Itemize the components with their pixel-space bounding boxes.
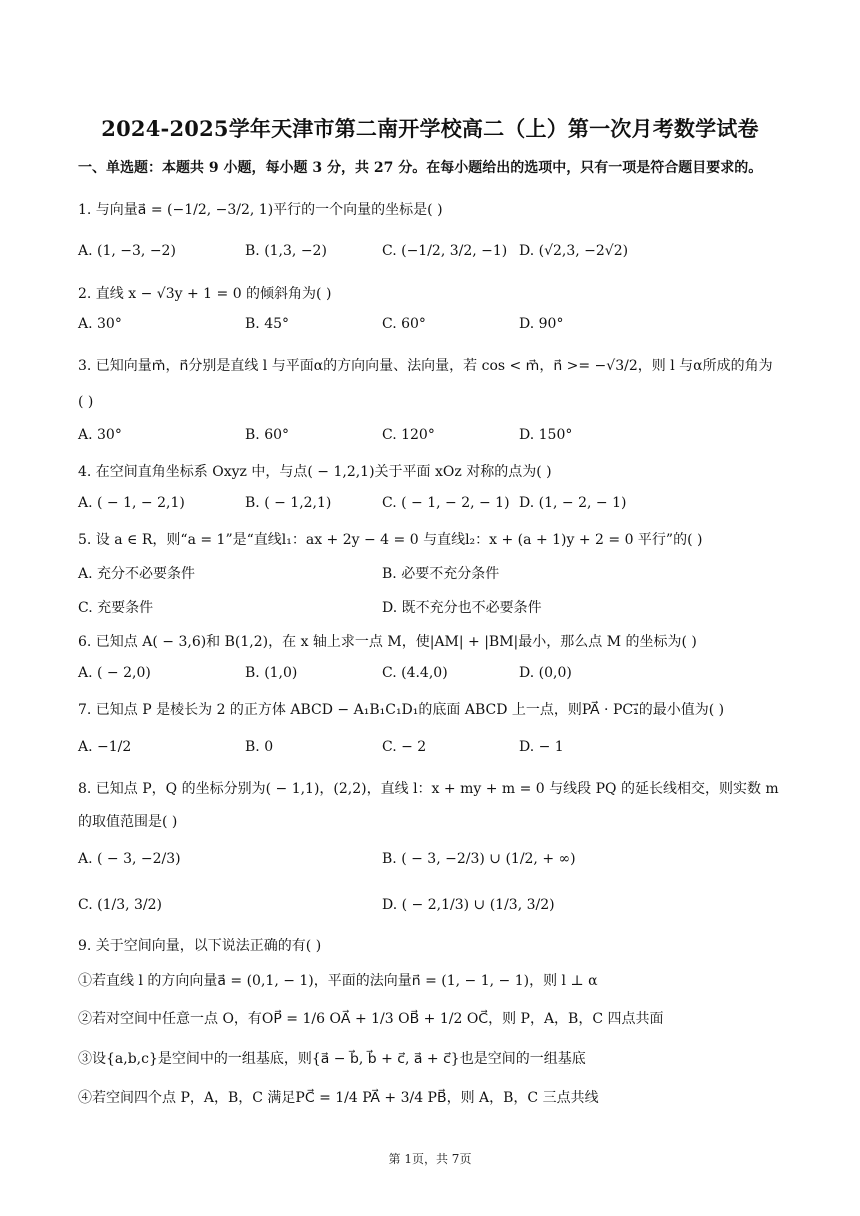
q6-option-c: C. (4.4,0) xyxy=(382,665,448,681)
exam-title: 2024-2025学年天津市第二南开学校高二（上）第一次月考数学试卷 xyxy=(101,116,759,141)
question-3-stem: 3. 已知向量m⃗，n⃗分别是直线 l 与平面α的方向向量、法向量，若 cos < m⃗，n⃗ >= −√3/2，则 l 与α所成的角为 xyxy=(78,358,773,374)
q7-option-b: B. 0 xyxy=(245,739,274,755)
q3-option-d: D. 150° xyxy=(519,427,573,443)
question-5-stem: 5. 设 a ∈ R，则“a = 1”是“直线l₁：ax + 2y − 4 = 0 与直线l₂：x + (a + 1)y + 2 = 0 平行”的( ) xyxy=(78,532,703,548)
q5-option-c: C. 充要条件 xyxy=(78,600,154,616)
q7-option-a: A. −1/2 xyxy=(78,739,132,755)
q3-option-b: B. 60° xyxy=(245,427,290,443)
q1-option-d: D. (√2,3, −2√2) xyxy=(519,243,629,259)
question-2-stem: 2. 直线 x − √3y + 1 = 0 的倾斜角为( ) xyxy=(78,286,332,302)
q4-option-a: A. ( − 1, − 2,1) xyxy=(78,495,185,511)
q3-option-a: A. 30° xyxy=(78,427,122,443)
q4-option-c: C. ( − 1, − 2, − 1) xyxy=(382,495,510,511)
q6-option-a: A. ( − 2,0) xyxy=(78,665,151,681)
page-footer: 第 1页，共 7页 xyxy=(388,1152,472,1166)
q9-statement-2: ②若对空间中任意一点 O，有OP⃗ = 1/6 OA⃗ + 1/3 OB⃗ + 1/2 OC⃗，则 P，A，B，C 四点共面 xyxy=(78,1011,664,1027)
question-9-stem: 9. 关于空间向量，以下说法正确的有( ) xyxy=(78,938,322,954)
question-1-stem: 1. 与向量a⃗ = (−1/2, −3/2, 1)平行的一个向量的坐标是( ) xyxy=(78,202,443,218)
question-7-stem: 7. 已知点 P 是棱长为 2 的正方体 ABCD − A₁B₁C₁D₁的底面 ABCD 上一点，则PA⃗ · PC₁⃗的最小值为( ) xyxy=(78,702,725,718)
q2-option-b: B. 45° xyxy=(245,316,290,332)
q6-option-b: B. (1,0) xyxy=(245,665,298,681)
q2-option-d: D. 90° xyxy=(519,316,564,332)
q9-statement-3: ③设{a,b,c}是空间中的一组基底，则{a⃗ − b⃗, b⃗ + c⃗, a⃗ + c⃗}也是空间的一组基底 xyxy=(78,1051,586,1067)
q1-option-a: A. (1, −3, −2) xyxy=(78,243,176,259)
q2-option-c: C. 60° xyxy=(382,316,426,332)
question-8-stem-cont: 的取值范围是( ) xyxy=(78,814,178,830)
q4-option-b: B. ( − 1,2,1) xyxy=(245,495,332,511)
q5-option-b: B. 必要不充分条件 xyxy=(382,566,500,582)
q9-statement-1: ①若直线 l 的方向向量a⃗ = (0,1, − 1)，平面的法向量n⃗ = (1, − 1, − 1)，则 l ⊥ α xyxy=(78,973,598,989)
q5-option-a: A. 充分不必要条件 xyxy=(78,566,196,582)
question-3-stem-cont: ( ) xyxy=(78,394,94,410)
section-heading: 一、单选题：本题共 9 小题，每小题 3 分，共 27 分。在每小题给出的选项中，只有一项是符合题目要求的。 xyxy=(78,160,763,176)
question-8-stem: 8. 已知点 P，Q 的坐标分别为( − 1,1)，(2,2)，直线 l：x + my + m = 0 与线段 PQ 的延长线相交，则实数 m xyxy=(78,781,779,797)
q1-option-c: C. (−1/2, 3/2, −1) xyxy=(382,243,508,259)
q4-option-d: D. (1, − 2, − 1) xyxy=(519,495,627,511)
q7-option-c: C. − 2 xyxy=(382,739,427,755)
q9-statement-4: ④若空间四个点 P，A，B，C 满足PC⃗ = 1/4 PA⃗ + 3/4 PB⃗，则 A，B，C 三点共线 xyxy=(78,1090,599,1106)
q8-option-d: D. ( − 2,1/3) ∪ (1/3, 3/2) xyxy=(382,897,555,913)
q2-option-a: A. 30° xyxy=(78,316,122,332)
q8-option-b: B. ( − 3, −2/3) ∪ (1/2, + ∞) xyxy=(382,851,576,867)
q6-option-d: D. (0,0) xyxy=(519,665,572,681)
q1-option-b: B. (1,3, −2) xyxy=(245,243,327,259)
q8-option-a: A. ( − 3, −2/3) xyxy=(78,851,181,867)
question-4-stem: 4. 在空间直角坐标系 Oxyz 中，与点( − 1,2,1)关于平面 xOz 对称的点为( ) xyxy=(78,464,552,480)
q5-option-d: D. 既不充分也不必要条件 xyxy=(382,600,542,616)
q3-option-c: C. 120° xyxy=(382,427,435,443)
question-6-stem: 6. 已知点 A( − 3,6)和 B(1,2)，在 x 轴上求一点 M，使|AM| + |BM|最小，那么点 M 的坐标为( ) xyxy=(78,634,697,650)
q8-option-c: C. (1/3, 3/2) xyxy=(78,897,162,913)
q7-option-d: D. − 1 xyxy=(519,739,564,755)
